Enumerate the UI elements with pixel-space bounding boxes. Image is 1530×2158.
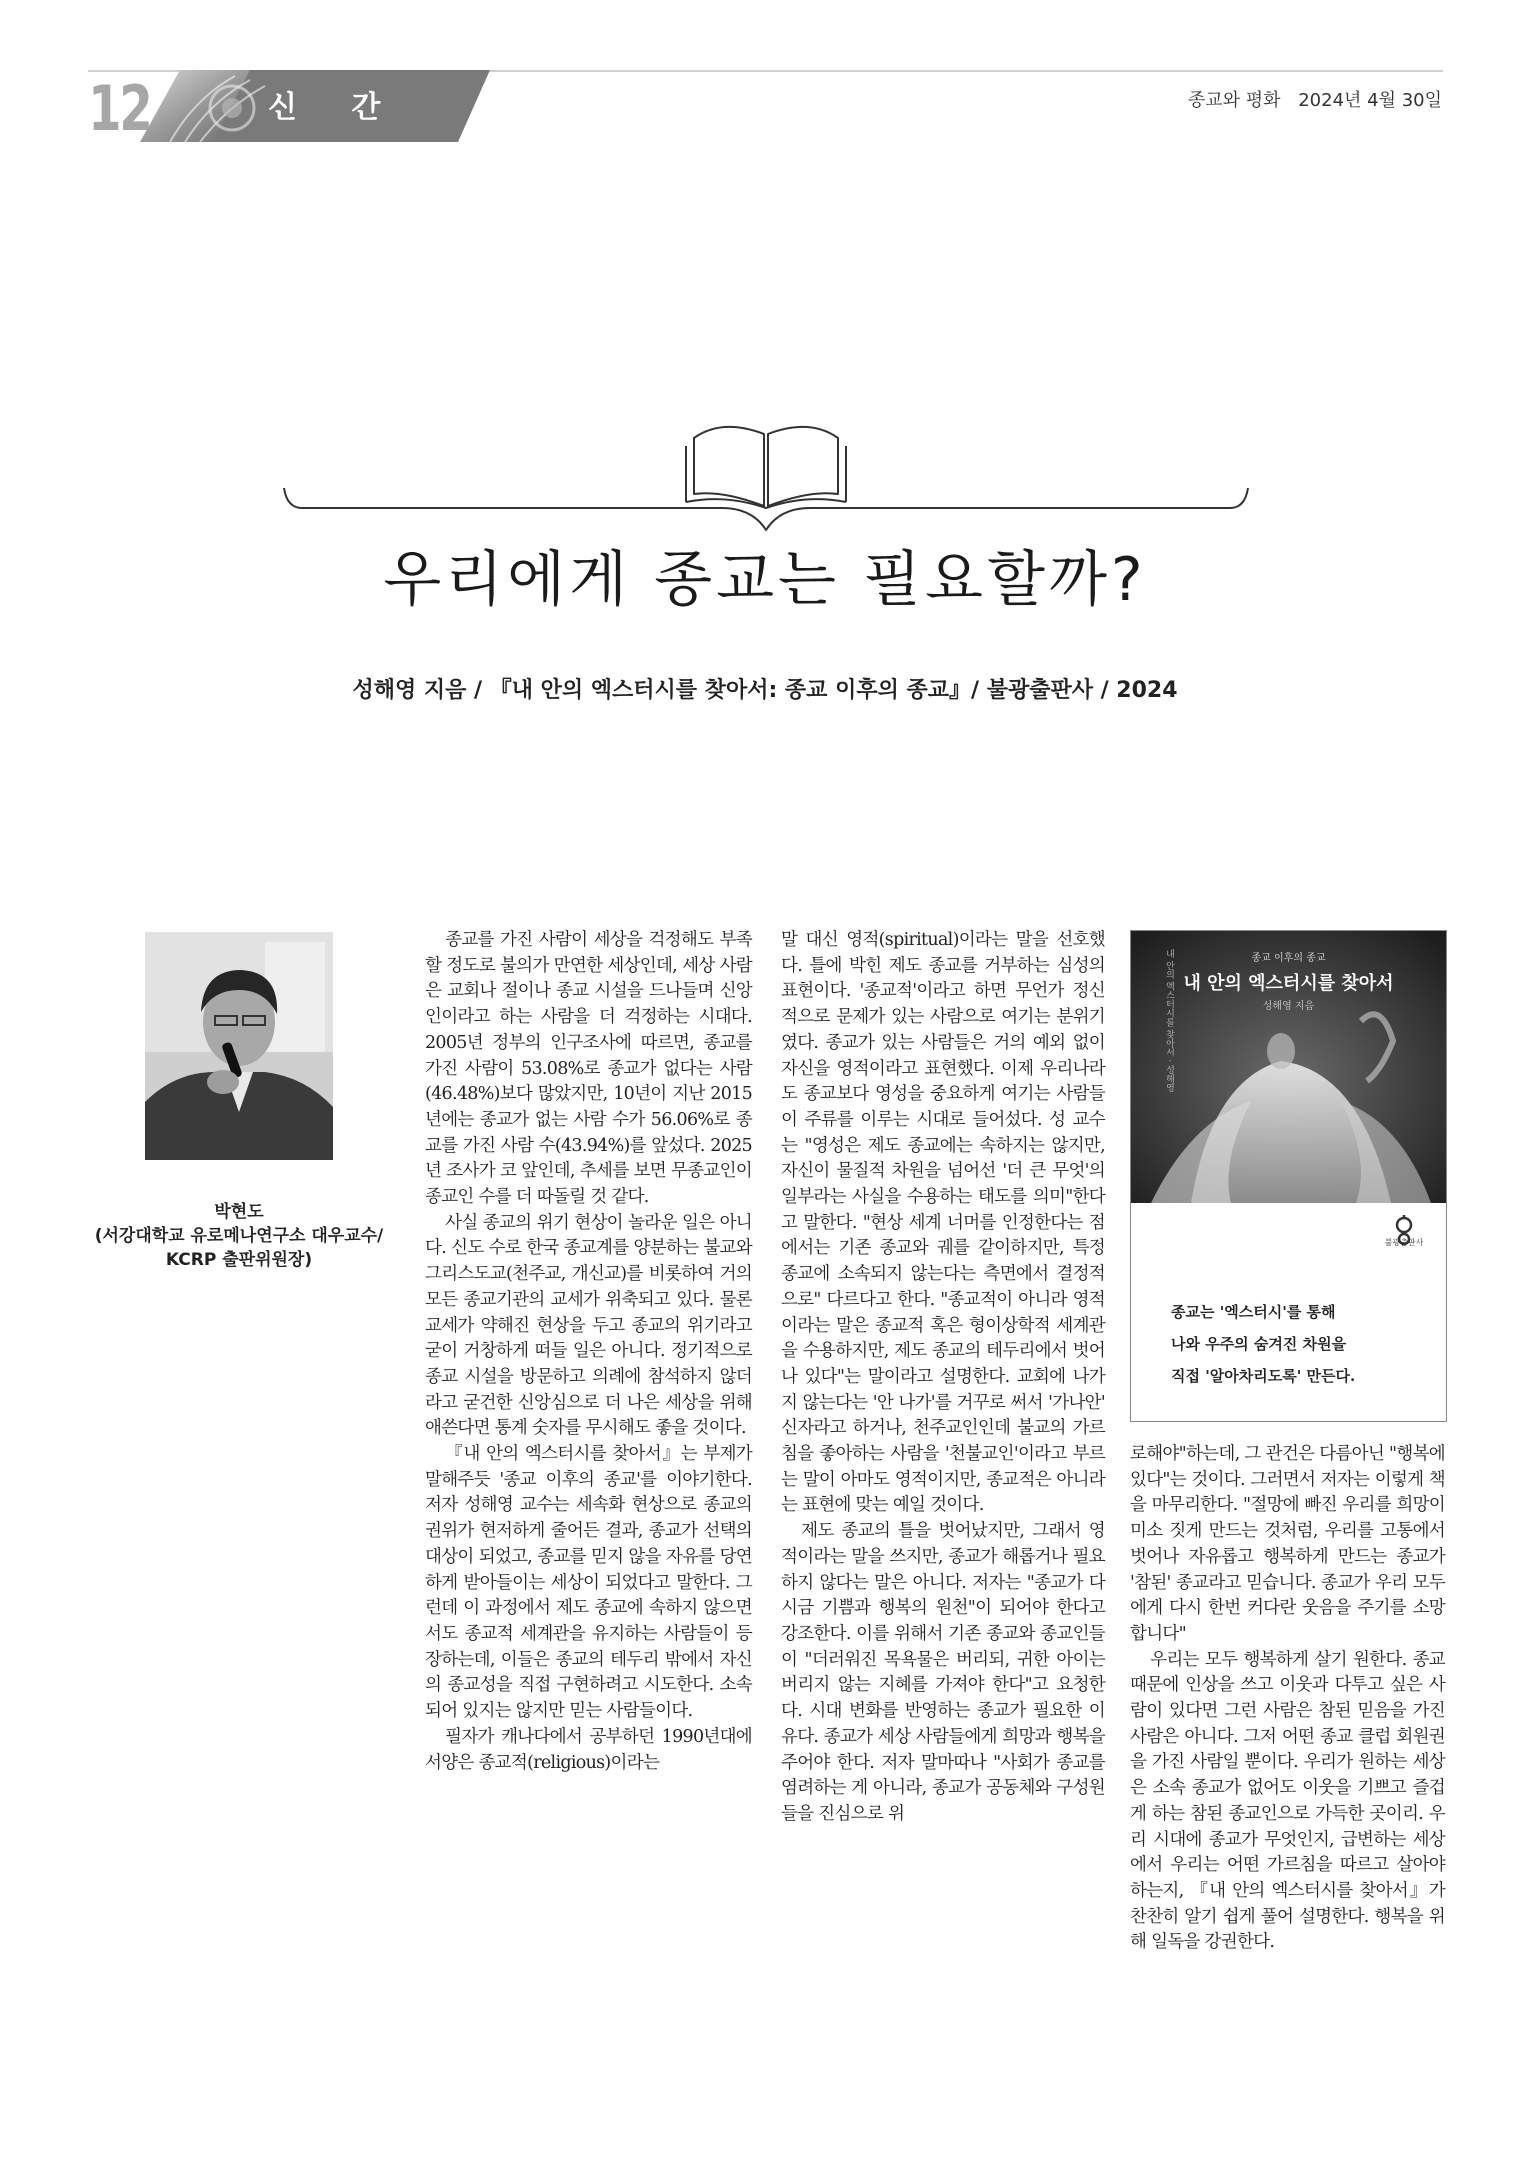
section-label: 신 간: [268, 90, 403, 125]
cover-blurb-line: 직접 '알아차리도록' 만든다.: [1171, 1367, 1356, 1385]
body-paragraph: 로해야"하는데, 그 관건은 다름아닌 "행복에 있다"는 것이다. 그러면서 저자는 이렇게 책을 마무리한다. "절망에 빠진 우리를 희망이 미소 짓게 만드는 것처럼, 우리를 고통에서 벗어나 자유롭고 행복하게 만드는 종교가 '참된' 종교라고 믿습니다. 종교가 우리 모두에게 다시 한번 커다란 웃음을 주기를 소망합니다": [1130, 1444, 1445, 1644]
body-paragraph: 『내 안의 엑스터시를 찾아서』는 부제가 말해주듯 '종교 이후의 종교'를 이야기한다. 저자 성해영 교수는 세속화 현상으로 종교의 권위가 현저하게 줄어든 결과, 종교가 선택의 대상이 되었고, 종교를 믿지 않을 자유를 당연하게 받아들이는 세상이 되었다고 말한다. 그런데 이 과정에서 제도 종교에 속하지 않으면서도 종교적 세계관을 유지하는 사람들이 등장하는데, 이들은 종교의 테두리 밖에서 자신의 종교성을 직접 구현하려고 시도한다. 소속되어 있지는 않지만 믿는 사람들이다.: [425, 1444, 752, 1722]
cover-publisher: 불광출판사: [1384, 1238, 1424, 1247]
paper-name: 종교와 평화: [1187, 90, 1281, 111]
body-column-3: [1130, 1442, 1445, 1956]
author-name: 박현도: [214, 1202, 264, 1222]
cover-blurb-line: 나와 우주의 숨겨진 차원을: [1171, 1335, 1347, 1353]
author-photo: [145, 932, 333, 1160]
page-number: 12: [88, 72, 151, 145]
cover-author: 성해영 지음: [1262, 1001, 1315, 1012]
body-paragraph: 종교를 가진 사람이 세상을 걱정해도 부족할 정도로 불의가 만연한 세상인데, 세상 사람은 교회나 절이나 종교 시설을 드나들며 신앙인이라고 하는 사람을 더 걱정하는 시대다. 2005년 정부의 인구조사에 따르면, 종교를 가진 사람이 53.08%로 종교가 없다는 사람(46.48%)보다 많았지만, 10년이 지난 2015년에는 종교가 없는 사람 수가 56.06%로 종교를 가진 사람 수(43.94%)를 앞섰다. 2025년 조사가 코 앞인데, 추세를 보면 무종교인이 종교인 수를 더 따돌릴 것 같다.: [425, 930, 752, 1208]
body-paragraph: 필자가 캐나다에서 공부하던 1990년대에 서양은 종교적(religious)이라는: [425, 1726, 752, 1773]
body-paragraph: 우리는 모두 행복하게 살기 원한다. 종교 때문에 인상을 쓰고 이웃과 다투고 싶은 사람이 있다면 그런 사람은 참된 믿음을 가진 사람은 아니다. 그저 어떤 종교 클럽 회원권을 가진 사람일 뿐이다. 우리가 원하는 세상은 소속 종교가 없어도 이웃을 기쁘고 즐겁게 하는 참된 종교인으로 가득한 곳이리. 우리 시대에 종교가 무엇인지, 급변하는 세상에서 우리는 어떤 가르침을 따르고 살아야 하는지, 『내 안의 엑스터시를 찾아서』가 찬찬히 알기 쉽게 풀어 설명한다. 행복을 위해 일독을 강권한다.: [1130, 1649, 1445, 1953]
body-column-1: [425, 928, 752, 1776]
cover-subtitle: 종교 이후의 종교: [1251, 953, 1326, 964]
book-cover: [1130, 930, 1447, 1422]
cover-blurb-line: 종교는 '엑스터시'를 통해: [1171, 1303, 1336, 1321]
body-paragraph: 말 대신 영적(spiritual)이라는 말을 선호했다. 틀에 박힌 제도 종교를 거부하는 심성의 표현이다. '종교적'이라고 하면 무언가 정신적으로 문제가 있는 사람으로 여기는 분위기였다. 종교가 있는 사람들은 거의 예외 없이 자신을 영적이라고 표현했다. 이제 우리나라도 종교보다 영성을 중요하게 여기는 사람들이 주류를 이루는 시대로 들어섰다. 성 교수는 "영성은 제도 종교에는 속하지는 않지만, 자신이 물질적 차원을 넘어선 '더 큰 무엇'의 일부라는 사실을 수용하는 태도를 의미"한다고 말한다. "현상 세계 너머를 인정한다는 점에서는 기존 종교와 궤를 같이하지만, 특정 종교에 소속되지 않는다는 측면에서 결정적으로" 다르다고 한다. "종교적이 아니라 영적이라는 말은 종교적 혹은 형이상학적 세계관을 수용하지만, 제도 종교의 테두리에서 벗어나 있다"는 말이라고 설명한다. 교회에 나가지 않는다는 '안 나가'를 거꾸로 써서 '가나안' 신자라고 하거나, 천주교인인데 불교의 가르침을 좋아하는 사람을 '천불교인'이라고 부르는 말이 아마도 영적이지만, 종교적은 아니라는 표현에 맞는 예일 것이다.: [781, 930, 1105, 1516]
open-book-ornament-icon: [282, 408, 1250, 538]
issue-date: 2024년 4월 30일: [1298, 90, 1442, 111]
article-byline: 성해영 지음 / 『내 안의 엑스터시를 찾아서: 종교 이후의 종교』/ 불광출판사 / 2024: [352, 678, 1178, 703]
body-paragraph: 제도 종교의 틀을 벗어났지만, 그래서 영적이라는 말을 쓰지만, 종교가 해롭거나 필요하지 않다는 말은 아니다. 저자는 "종교가 다시금 기쁨과 행복의 원천"이 되어야 한다고 강조한다. 이를 위해서 기존 종교와 종교인들이 "더러워진 목욕물은 버리되, 귀한 아이는 버리지 않는 지혜를 가져야 한다"고 요청한다. 시대 변화를 반영하는 종교가 필요한 이유다. 종교가 세상 사람들에게 희망과 행복을 주어야 한다. 저자 말마따나 "사회가 종교를 염려하는 게 아니라, 종교가 공동체와 구성원들을 진심으로 위: [781, 1521, 1105, 1824]
article-title: 우리에게 종교는 필요할까?: [383, 545, 1147, 615]
cover-blurb: [1171, 1296, 1431, 1392]
body-paragraph: 사실 종교의 위기 현상이 놀라운 일은 아니다. 신도 수로 한국 종교계를 양분하는 불교와 그리스도교(천주교, 개신교)를 비롯하여 거의 모든 종교기관의 교세가 위축되고 있다. 물론 교세가 약해진 현상을 두고 종교의 위기라고 굳이 거창하게 떠들 일은 아니다. 정기적으로 종교 시설을 방문하고 의례에 참석하지 않더라고 굳건한 신앙심으로 더 나은 세상을 위해 애쓴다면 통계 숫자를 무시해도 좋을 것이다.: [425, 1212, 752, 1439]
cover-title: 내 안의 엑스터시를 찾아서: [1183, 973, 1394, 994]
author-affiliation-line-2: KCRP 출판위원장): [165, 1250, 313, 1270]
cover-spine-text: 내 안의 엑스터시를 찾아서 · 성해영: [1164, 949, 1174, 1093]
publisher-logo-icon: [1387, 1211, 1421, 1257]
paper-info: [1176, 86, 1442, 112]
author-affiliation-line-1: (서강대학교 유로메나연구소 대우교수/: [94, 1226, 384, 1246]
author-caption: [88, 1200, 390, 1272]
body-column-2: [781, 928, 1105, 1828]
